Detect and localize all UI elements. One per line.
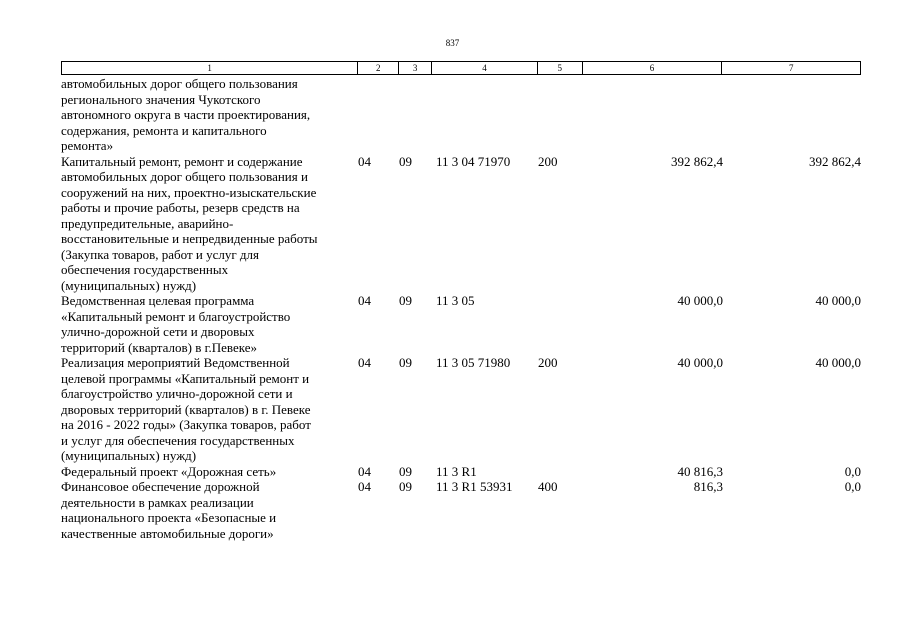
row-name: Федеральный проект «Дорожная сеть» bbox=[61, 463, 277, 479]
table-row bbox=[61, 293, 861, 355]
row-sum-2: 0,0 bbox=[844, 479, 861, 494]
row-expense-type: 200 bbox=[538, 153, 558, 169]
table-row bbox=[61, 464, 861, 480]
row-subsection: 09 bbox=[399, 463, 412, 479]
row-section: 04 bbox=[358, 479, 371, 494]
header-col-7: 7 bbox=[788, 63, 794, 73]
row-sum-2 bbox=[723, 76, 861, 154]
row-target-article: 11 3 R1 bbox=[436, 463, 477, 479]
row-target-article bbox=[432, 76, 538, 154]
row-subsection: 09 bbox=[399, 293, 412, 308]
row-sum-1: 40 816,3 bbox=[677, 463, 723, 479]
row-name: автомобильных дорог общего пользования регионального значения Чукотского автономного округа в части проектирования, содержания, ремонта и капитального ремонта» bbox=[61, 76, 311, 153]
row-name: Финансовое обеспечение дорожной деятельности в рамках реализации национального проекта «Безопасные и качественные автомобильные дороги» bbox=[61, 479, 277, 541]
table-row bbox=[61, 479, 861, 541]
row-name: Капитальный ремонт, ремонт и содержание автомобильных дорог общего пользования и сооружений на них, проектно-изыскательские работы и прочие работы, резерв средств на предупредительные, аварийно- восстановительные и непредвиденные работы (Закупка товаров, работ и услуг для обеспечения государственных (муниципальных) нужд) bbox=[61, 153, 318, 293]
row-sum-1: 816,3 bbox=[693, 479, 723, 494]
row-name: Ведомственная целевая программа «Капитальный ремонт и благоустройство улично-дорожной сети и дворовых территорий (кварталов) в г.Певеке» bbox=[61, 293, 291, 355]
row-section: 04 bbox=[358, 153, 371, 169]
page-number: 837 bbox=[445, 38, 460, 48]
row-sum-2: 392 862,4 bbox=[809, 153, 861, 169]
row-subsection: 09 bbox=[399, 153, 412, 169]
header-col-4: 4 bbox=[432, 62, 538, 74]
row-sum-1: 40 000,0 bbox=[677, 293, 723, 308]
row-expense-type bbox=[538, 293, 583, 355]
row-section: 04 bbox=[358, 355, 371, 370]
table-row bbox=[61, 355, 861, 464]
table-body bbox=[61, 76, 861, 541]
header-col-2: 2 bbox=[358, 62, 399, 74]
row-target-article: 11 3 R1 53931 bbox=[436, 479, 513, 494]
row-target-article: 11 3 05 bbox=[436, 293, 475, 308]
row-sum-2: 40 000,0 bbox=[815, 293, 861, 308]
row-expense-type bbox=[538, 76, 583, 154]
row-subsection bbox=[399, 76, 432, 154]
row-subsection: 09 bbox=[399, 355, 412, 370]
row-name: Реализация мероприятий Ведомственной целевой программы «Капитальный ремонт и благоустройство улично-дорожной сети и дворовых территорий (кварталов) в г. Певеке на 2016 - 2022 годы» (Закупка товаров, работ и услуг для обеспечения государственных (муниципальных) нужд) bbox=[61, 355, 311, 463]
table-row bbox=[61, 154, 861, 294]
header-col-3: 3 bbox=[399, 62, 432, 74]
row-expense-type: 200 bbox=[538, 355, 558, 370]
row-section: 04 bbox=[358, 463, 371, 479]
row-sum-2: 40 000,0 bbox=[815, 355, 861, 370]
row-expense-type bbox=[538, 464, 583, 480]
row-section bbox=[358, 76, 399, 154]
row-sum-1: 392 862,4 bbox=[671, 153, 723, 169]
row-target-article: 11 3 04 71970 bbox=[436, 153, 511, 169]
header-col-1: 1 bbox=[62, 62, 358, 74]
row-sum-1: 40 000,0 bbox=[677, 355, 723, 370]
row-subsection: 09 bbox=[399, 479, 412, 494]
row-sum-1 bbox=[583, 76, 723, 154]
table-header bbox=[61, 61, 861, 75]
table-row bbox=[61, 76, 861, 154]
header-col-6: 6 bbox=[583, 62, 723, 74]
row-target-article: 11 3 05 71980 bbox=[436, 355, 511, 370]
row-sum-2: 0,0 bbox=[844, 463, 861, 479]
header-col-5: 5 bbox=[538, 62, 583, 74]
row-expense-type: 400 bbox=[538, 479, 558, 494]
row-section: 04 bbox=[358, 293, 371, 308]
